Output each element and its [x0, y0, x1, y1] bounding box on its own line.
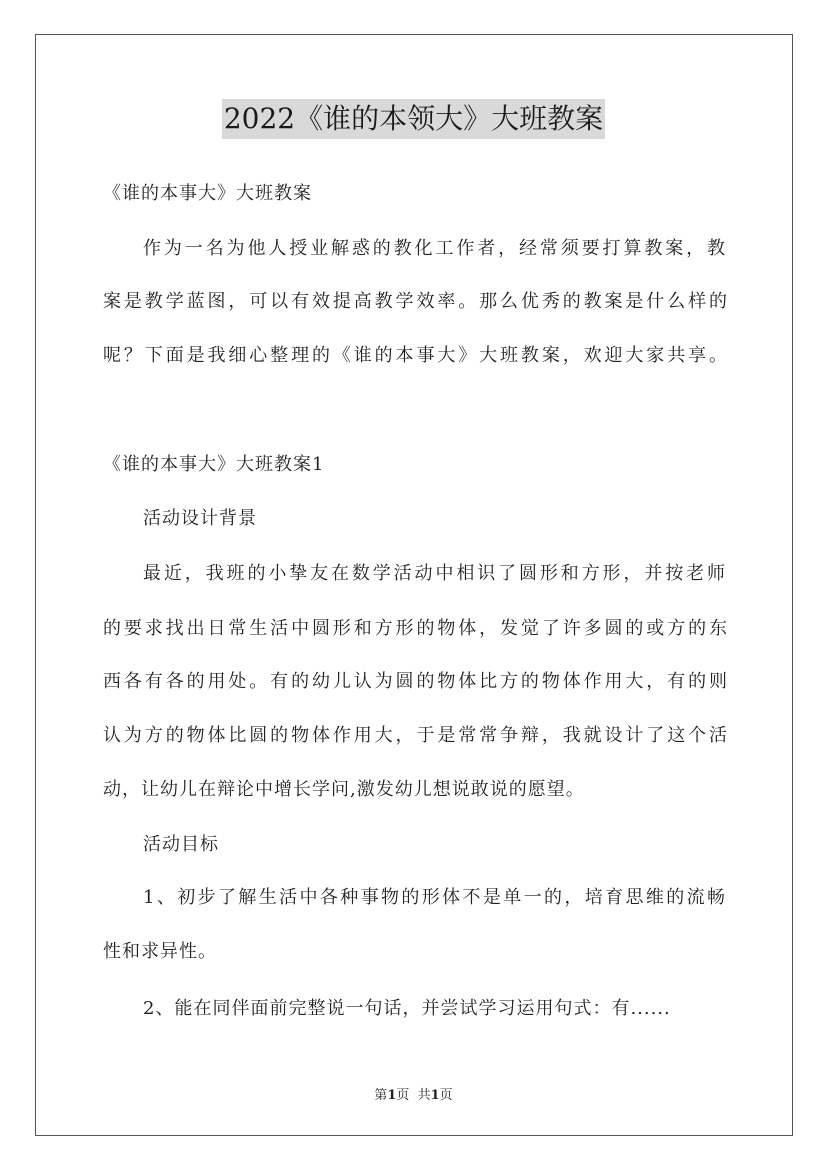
footer-page-prefix: 第: [374, 1088, 388, 1103]
goals-heading: 活动目标: [143, 834, 219, 855]
footer-page-total: 1: [430, 1088, 440, 1103]
intro-line-3: 呢？下面是我细心整理的《谁的本事大》大班教案，欢迎大家共享。: [103, 345, 728, 366]
goal1-line-1: 1、初步了解生活中各种事物的形体不是单一的，培育思维的流畅: [143, 887, 726, 908]
goal2-line: 2、能在同伴面前完整说一句话，并尝试学习运用句式：有......: [143, 998, 671, 1019]
intro-line-1: 作为一名为他人授业解惑的教化工作者，经常须要打算教案，教: [143, 238, 726, 259]
goal1-line-2: 性和求异性。: [103, 941, 217, 962]
document-title: 2022《谁的本领大》大班教案: [222, 99, 605, 139]
background-line-5: 动，让幼儿在辩论中增长学问,激发幼儿想说敢说的愿望。: [103, 779, 585, 800]
section-title: 《谁的本事大》大班教案1: [103, 454, 325, 475]
background-line-4: 认为方的物体比圆的物体作用大，于是常常争辩，我就设计了这个活: [103, 725, 728, 746]
document-subtitle: 《谁的本事大》大班教案: [103, 183, 312, 204]
intro-line-2: 案是教学蓝图，可以有效提高教学效率。那么优秀的教案是什么样的: [103, 291, 728, 312]
footer-page-number: 1: [387, 1088, 397, 1103]
page-footer: [0, 1084, 827, 1103]
background-line-1: 最近，我班的小挚友在数学活动中相识了圆形和方形，并按老师: [143, 563, 726, 584]
background-line-2: 的要求找出日常生活中圆形和方形的物体，发觉了许多圆的或方的东: [103, 618, 728, 639]
title-container: [0, 99, 827, 139]
footer-page-suffix: 页: [439, 1088, 453, 1103]
background-heading: 活动设计背景: [143, 508, 257, 529]
footer-page-mid: 页 共: [396, 1088, 431, 1103]
background-line-3: 西各有各的用处。有的幼儿认为圆的物体比方的物体作用大，有的则: [103, 671, 728, 692]
